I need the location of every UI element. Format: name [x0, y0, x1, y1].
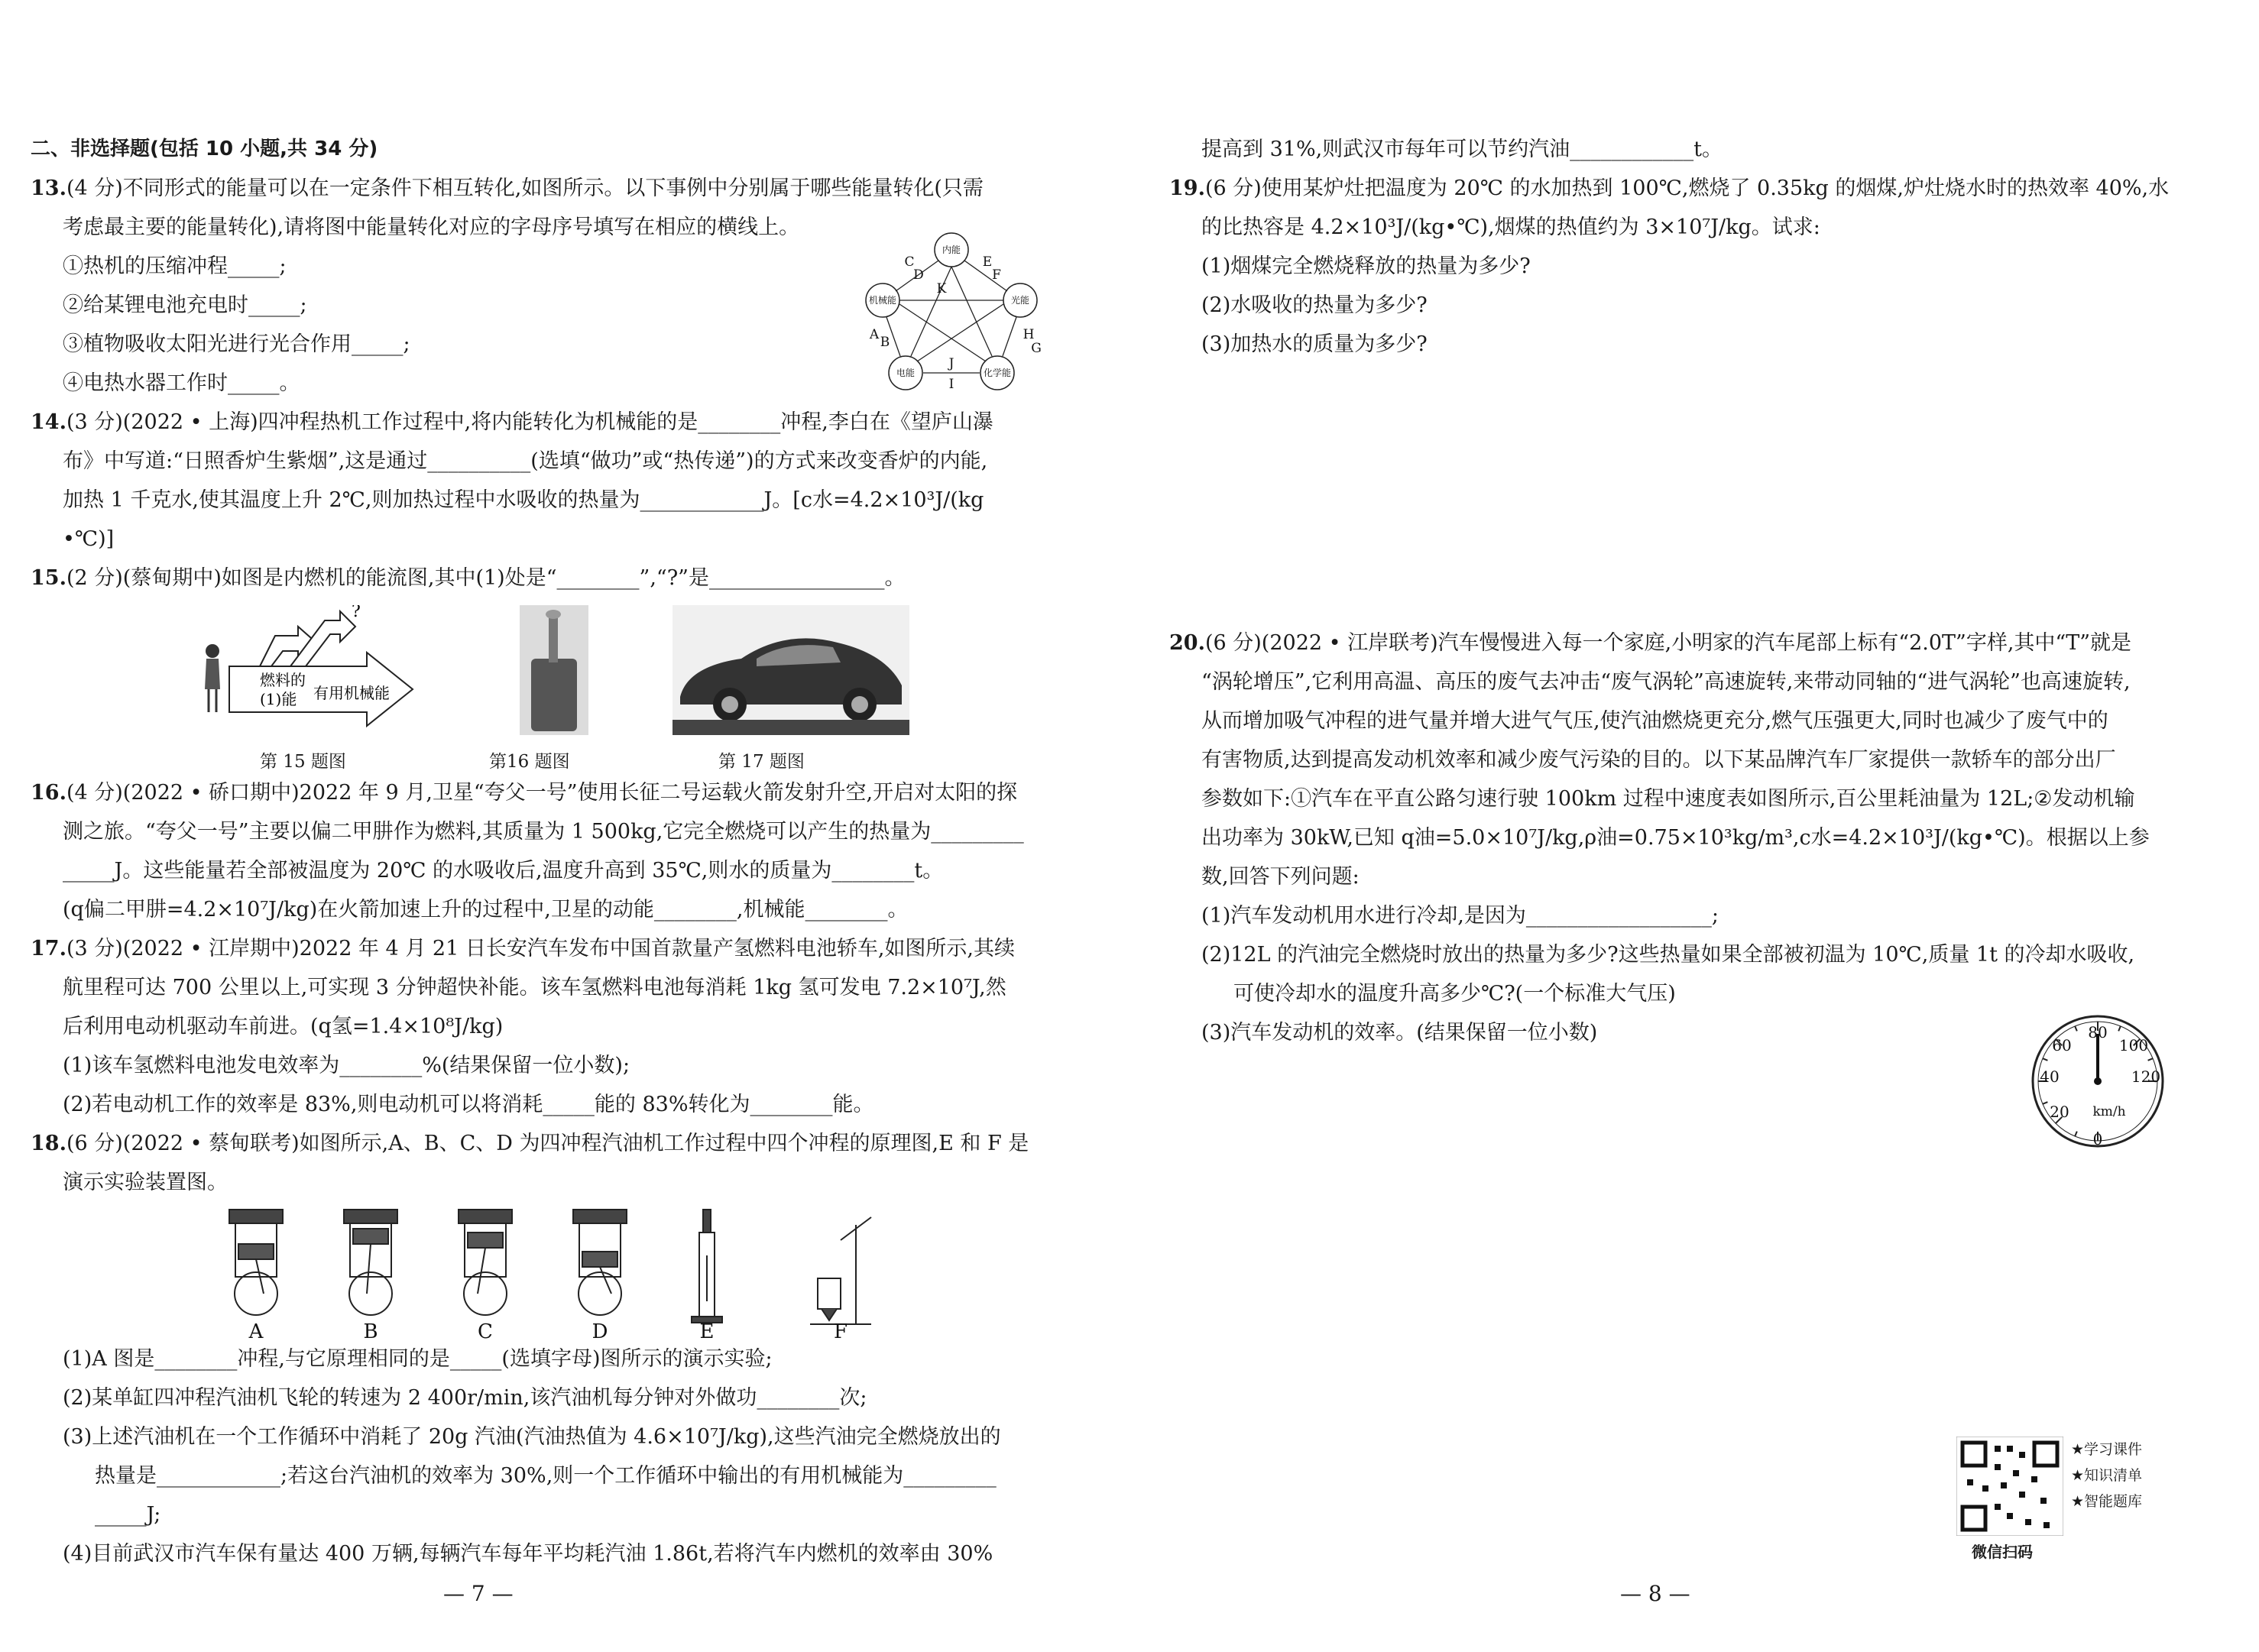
diagram-letter: B [880, 335, 890, 350]
sub-question: 可使冷却水的温度升高多少℃?(一个标准大气压) [1233, 982, 1676, 1006]
sub-question: (4)目前武汉市汽车保有量达 400 万辆,每辆汽车每年平均耗汽油 1.86t,若将汽车内燃机的效率由 30% [63, 1542, 993, 1566]
question-text: 测之旅。“夸父一号”主要以偏二甲肼作为燃料,其质量为 1 500kg,它完全燃烧可以产生的热量为_________ [63, 820, 1024, 844]
sub-question: (2)水吸收的热量为多少? [1201, 293, 1428, 317]
qr-code[interactable] [1956, 1437, 2063, 1536]
question-text: (4 分)(2022 • 硚口期中)2022 年 9 月,卫星“夸父一号”使用长征二号运载火箭发射升空,开启对太阳的探 [66, 781, 1018, 805]
sub-question: ②给某锂电池充电时_____; [63, 293, 307, 317]
question-text: 从而增加吸气冲程的进气量并增大进气气压,使汽油燃烧更充分,燃气压强更大,同时也减少了废气中的 [1201, 709, 2108, 733]
question-text: (3 分)(2022 • 江岸期中)2022 年 4 月 21 日长安汽车发布中国首款量产氢燃料电池轿车,如图所示,其续 [66, 937, 1016, 960]
diagram-letter: F [992, 267, 1001, 283]
question-13 [31, 169, 1042, 403]
diagram-letter: D [913, 267, 924, 283]
question-number: 14. [31, 410, 66, 434]
question-19 [1169, 169, 2178, 364]
question-text: •℃)] [63, 527, 115, 551]
question-text: 航里程可达 700 公里以上,可实现 3 分钟超快补能。该车氢燃料电池每消耗 1kg 氢可发电 7.2×10⁷J,然 [63, 976, 1006, 999]
question-text: 的比热容是 4.2×10³J/(kg•℃),烟煤的热值约为 3×10⁷J/kg。试求: [1201, 215, 1820, 239]
diagram-letter: J [948, 356, 954, 371]
figure-label: E [699, 1320, 715, 1339]
sub-question: _____J; [95, 1503, 161, 1527]
speedometer-figure [2025, 1009, 2170, 1154]
diagram-letter: K [936, 281, 947, 296]
sub-question: (2)12L 的汽油完全燃烧时放出的热量为多少?这些热量如果全部被初温为 10℃,质量 1t 的冷却水吸收, [1201, 943, 2135, 967]
energy-flow-figure [191, 605, 420, 750]
question-text: 后利用电动机驱动车前进。(q氢=1.4×10⁸J/kg) [63, 1015, 504, 1038]
speedometer-tick-label: 120 [2131, 1067, 2161, 1086]
question-18-continued: 提高到 31%,则武汉市每年可以节约汽油____________t。 [1201, 138, 1723, 161]
question-15 [31, 559, 1039, 598]
qr-feature-item: ★学习课件 [2071, 1441, 2143, 1458]
page-number: — 8 — [1620, 1581, 1690, 1606]
diagram-node-label: 电能 [896, 368, 916, 378]
sub-question: (3)汽车发动机的效率。(结果保留一位小数) [1201, 1021, 1598, 1045]
section-title: 二、非选择题(包括 10 小题,共 34 分) [31, 138, 378, 160]
fuel-device-photo [520, 605, 588, 735]
question-text: 布》中写道:“日照香炉生紫烟”,这是通过__________(选填“做功”或“热传递”)的方式来改变香炉的内能, [63, 449, 988, 473]
diagram-letter: I [948, 377, 954, 392]
diagram-node-label: 内能 [942, 245, 961, 255]
diagram-letter: E [982, 254, 993, 270]
question-text: 有害物质,达到提高发动机效率和减少废气污染的目的。以下某品牌汽车厂家提供一款轿车的部分出厂 [1201, 748, 2116, 772]
question-text: 参数如下:①汽车在平直公路匀速行驶 100km 过程中速度表如图所示,百公里耗油量为 12L;②发动机输 [1201, 787, 2135, 811]
question-text: (4 分)不同形式的能量可以在一定条件下相互转化,如图所示。以下事例中分别属于哪些能量转化(只需 [66, 177, 984, 200]
sub-question: ③植物吸收太阳光进行光合作用_____; [63, 332, 410, 356]
sub-question: (1)该车氢燃料电池发电效率为________%(结果保留一位小数); [63, 1054, 630, 1077]
question-number: 20. [1169, 631, 1205, 655]
speedometer-tick-label: 60 [2052, 1036, 2072, 1054]
diagram-letter: C [904, 254, 915, 270]
question-number: 13. [31, 177, 66, 200]
figure-label: F [833, 1320, 848, 1339]
qr-feature-item: ★知识清单 [2071, 1467, 2143, 1484]
left-page [31, 130, 1042, 1573]
speedometer-tick-label: 0 [2092, 1130, 2103, 1148]
question-text: “涡轮增压”,它利用高温、高压的废气去冲击“废气涡轮”高速旋转,来带动同轴的“进气涡轮”也高速旋转, [1201, 670, 2131, 694]
diagram-node-label: 化学能 [983, 368, 1012, 378]
figure-label: D [591, 1320, 608, 1339]
flow-label-useful: 有用机械能 [313, 684, 390, 702]
question-number: 15. [31, 566, 66, 590]
question-number: 19. [1169, 177, 1205, 200]
question-text: 出功率为 30kW,已知 q油=5.0×10⁷J/kg,ρ油=0.75×10³kg/m³,c水=4.2×10³J/(kg•℃)。根据以上参 [1201, 826, 2150, 850]
hydrogen-car-photo [673, 605, 909, 735]
speedometer-tick-label: 20 [2050, 1103, 2069, 1121]
diagram-node-label: 机械能 [868, 295, 897, 306]
question-text: (2 分)(蔡甸期中)如图是内燃机的能流图,其中(1)处是“________”,“?”是_________________。 [66, 566, 906, 590]
sub-question: (1)汽车发动机用水进行冷却,是因为__________________; [1201, 904, 1719, 928]
qr-feature-list [2071, 1437, 2142, 1514]
figure-label: A [248, 1320, 264, 1339]
energy-conversion-diagram [856, 232, 1047, 392]
question-number: 16. [31, 781, 66, 805]
qr-feature-item: ★智能题库 [2071, 1493, 2143, 1510]
sub-question: ④电热水器工作时_____。 [63, 371, 300, 395]
question-text: (6 分)使用某炉灶把温度为 20℃ 的水加热到 100℃,燃烧了 0.35kg 的烟煤,炉灶烧水时的热效率 40%,水 [1204, 177, 2170, 200]
engine-strokes-figure [222, 1202, 909, 1339]
qr-code-block [1956, 1437, 2147, 1574]
sub-question: (3)上述汽油机在一个工作循环中消耗了 20g 汽油(汽油热值为 4.6×10⁷J/kg),这些汽油完全燃烧放出的 [63, 1425, 1001, 1449]
speedometer-tick-label: 40 [2040, 1067, 2060, 1086]
sub-question: ①热机的压缩冲程_____; [63, 254, 287, 278]
question-17 [31, 929, 1039, 1124]
speedometer-unit: km/h [2092, 1104, 2126, 1119]
diagram-letter: A [869, 327, 880, 342]
page-number: — 7 — [443, 1581, 514, 1606]
question-text: 考虑最主要的能量转化),请将图中能量转化对应的字母序号填写在相应的横线上。 [63, 215, 800, 239]
sub-question: 热量是____________;若这台汽油机的效率为 30%,则一个工作循环中输出的有用机械能为_________ [95, 1464, 997, 1488]
question-text: (q偏二甲肼=4.2×10⁷J/kg)在火箭加速上升的过程中,卫星的动能________,机械能________。 [63, 898, 909, 922]
diagram-node-label: 光能 [1010, 295, 1030, 306]
qr-caption: 微信扫码 [1972, 1543, 2033, 1561]
sub-question: (3)加热水的质量为多少? [1201, 332, 1428, 356]
figure-caption: 第16 题图 [489, 752, 570, 772]
flow-label-question: ? [352, 605, 361, 621]
diagram-letter: H [1023, 327, 1035, 342]
question-text: (6 分)(2022 • 蔡甸联考)如图所示,A、B、C、D 为四冲程汽油机工作过程中四个冲程的原理图,E 和 F 是 [66, 1132, 1029, 1155]
sub-question: (2)某单缸四冲程汽油机飞轮的转速为 2 400r/min,该汽油机每分钟对外做功________次; [63, 1386, 867, 1410]
question-text: 加热 1 千克水,使其温度上升 2℃,则加热过程中水吸收的热量为____________J。[c水=4.2×10³J/(kg [63, 488, 984, 512]
flow-label-fuel: 燃料的 [260, 671, 306, 689]
figure-row-15-17 [31, 598, 1039, 773]
speedometer-tick-label: 100 [2118, 1036, 2149, 1054]
sub-question: (1)A 图是________冲程,与它原理相同的是_____(选填字母)图所示的演示实验; [63, 1347, 773, 1371]
figure-caption: 第 17 题图 [718, 752, 805, 772]
question-text: 数,回答下列问题: [1201, 865, 1360, 889]
sub-question: (2)若电动机工作的效率是 83%,则电动机可以将消耗_____能的 83%转化为________能。 [63, 1093, 874, 1116]
question-16 [31, 773, 1039, 929]
flow-label-1: (1)能 [260, 690, 297, 708]
figure-caption: 第 15 题图 [260, 752, 346, 772]
question-text: 演示实验装置图。 [63, 1171, 228, 1194]
right-page [1169, 130, 2178, 1052]
question-text: (3 分)(2022 • 上海)四冲程热机工作过程中,将内能转化为机械能的是________冲程,李白在《望庐山瀑 [66, 410, 993, 434]
question-20 [1169, 624, 2178, 1052]
sub-question: (1)烟煤完全燃烧释放的热量为多少? [1201, 254, 1531, 278]
question-18 [31, 1124, 1039, 1573]
speedometer-tick-label: 80 [2088, 1023, 2108, 1041]
question-text: (6 分)(2022 • 江岸联考)汽车慢慢进入每一个家庭,小明家的汽车尾部上标有“2.0T”字样,其中“T”就是 [1204, 631, 2132, 655]
answer-space [1169, 364, 2178, 624]
question-text: _____J。这些能量若全部被温度为 20℃ 的水吸收后,温度升高到 35℃,则水的质量为________t。 [63, 859, 944, 883]
question-14 [31, 403, 1039, 559]
question-number: 17. [31, 937, 66, 960]
diagram-letter: G [1031, 341, 1042, 356]
figure-label: C [478, 1320, 493, 1339]
question-number: 18. [31, 1132, 66, 1155]
figure-label: B [363, 1320, 378, 1339]
